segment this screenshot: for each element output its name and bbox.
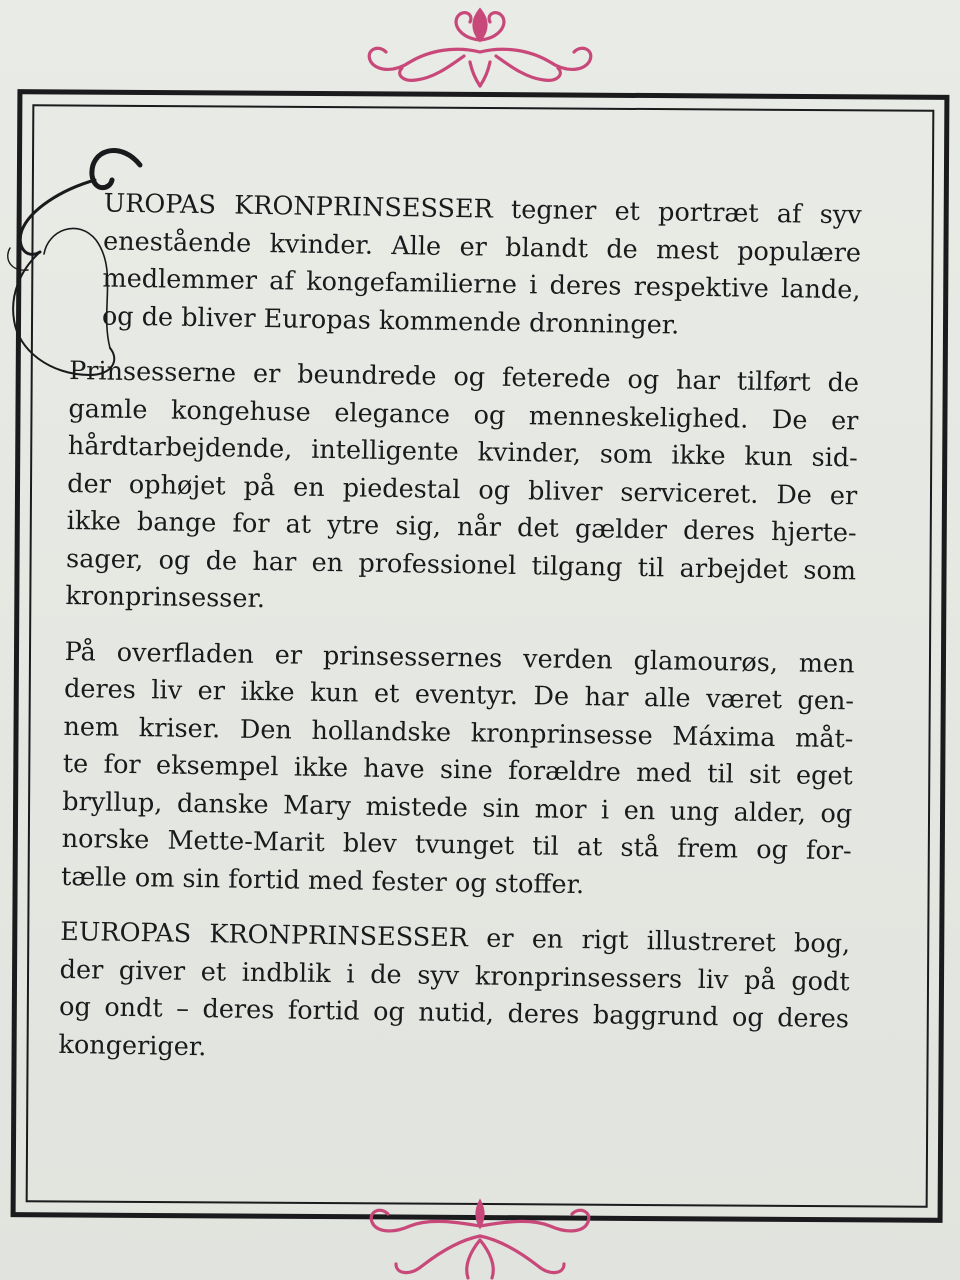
text-line: ikke bange for at ytre sig, når det gælder deres hjerte- bbox=[66, 505, 857, 549]
text-line: te for eksempel ikke have sine forældre med til sit eget bbox=[62, 748, 854, 792]
paragraph-4 bbox=[58, 914, 850, 1076]
text-line: sager, og de har en professionel tilgang til arbejdet som bbox=[65, 543, 857, 586]
text-line: nem kriser. Den hollandske kronprinsesse Máxima måt- bbox=[63, 711, 854, 754]
text-line: norske Mette-Marit blev tvunget til at stå frem og for- bbox=[61, 823, 852, 867]
text-line: EUROPAS KRONPRINSESSER er en rigt illustreret bog, bbox=[60, 916, 851, 960]
back-cover-text bbox=[58, 185, 862, 1094]
text-line: deres liv er ikke kun et eventyr. De har alle været gen- bbox=[63, 673, 855, 717]
text-line: bryllup, danske Mary mistede sin mor i en ung alder, og bbox=[62, 786, 853, 829]
text-line: og ondt – deres fortid og nutid, deres baggrund og deres bbox=[58, 991, 850, 1035]
text-line: medlemmer af kongefamilierne i deres respektive lande, bbox=[102, 263, 861, 306]
text-line: hårdtarbejdende, intelligente kvinder, som ikke kun sid- bbox=[67, 430, 859, 474]
top-ornament-icon bbox=[360, 0, 600, 90]
text-line: Prinsesserne er beundrede og feterede og har tilført de bbox=[68, 355, 860, 399]
bottom-ornament-icon bbox=[360, 1196, 600, 1280]
text-line: der giver et indblik i de syv kronprinsessers liv på godt bbox=[59, 954, 850, 997]
text-line: tælle om sin fortid med fester og stoffer. bbox=[60, 861, 585, 900]
text-line: kronprinsesser. bbox=[65, 580, 266, 615]
paragraph-3 bbox=[61, 633, 855, 908]
text-line: og de bliver Europas kommende dronninger. bbox=[101, 300, 680, 341]
text-line: På overfladen er prinsessernes verden glamourøs, men bbox=[64, 636, 855, 679]
text-line: der ophøjet på en piedestal og bliver serviceret. De er bbox=[67, 468, 858, 511]
paragraph-1 bbox=[70, 185, 862, 347]
paragraph-2 bbox=[65, 353, 859, 628]
text-line: UROPAS KRONPRINSESSER tegner et portræt af syv bbox=[103, 188, 862, 231]
text-line: enestående kvinder. Alle er blandt de mest populære bbox=[102, 225, 862, 268]
text-line: gamle kongehuse elegance og menneskelighed. De er bbox=[68, 393, 859, 436]
text-line: kongeriger. bbox=[58, 1029, 207, 1062]
